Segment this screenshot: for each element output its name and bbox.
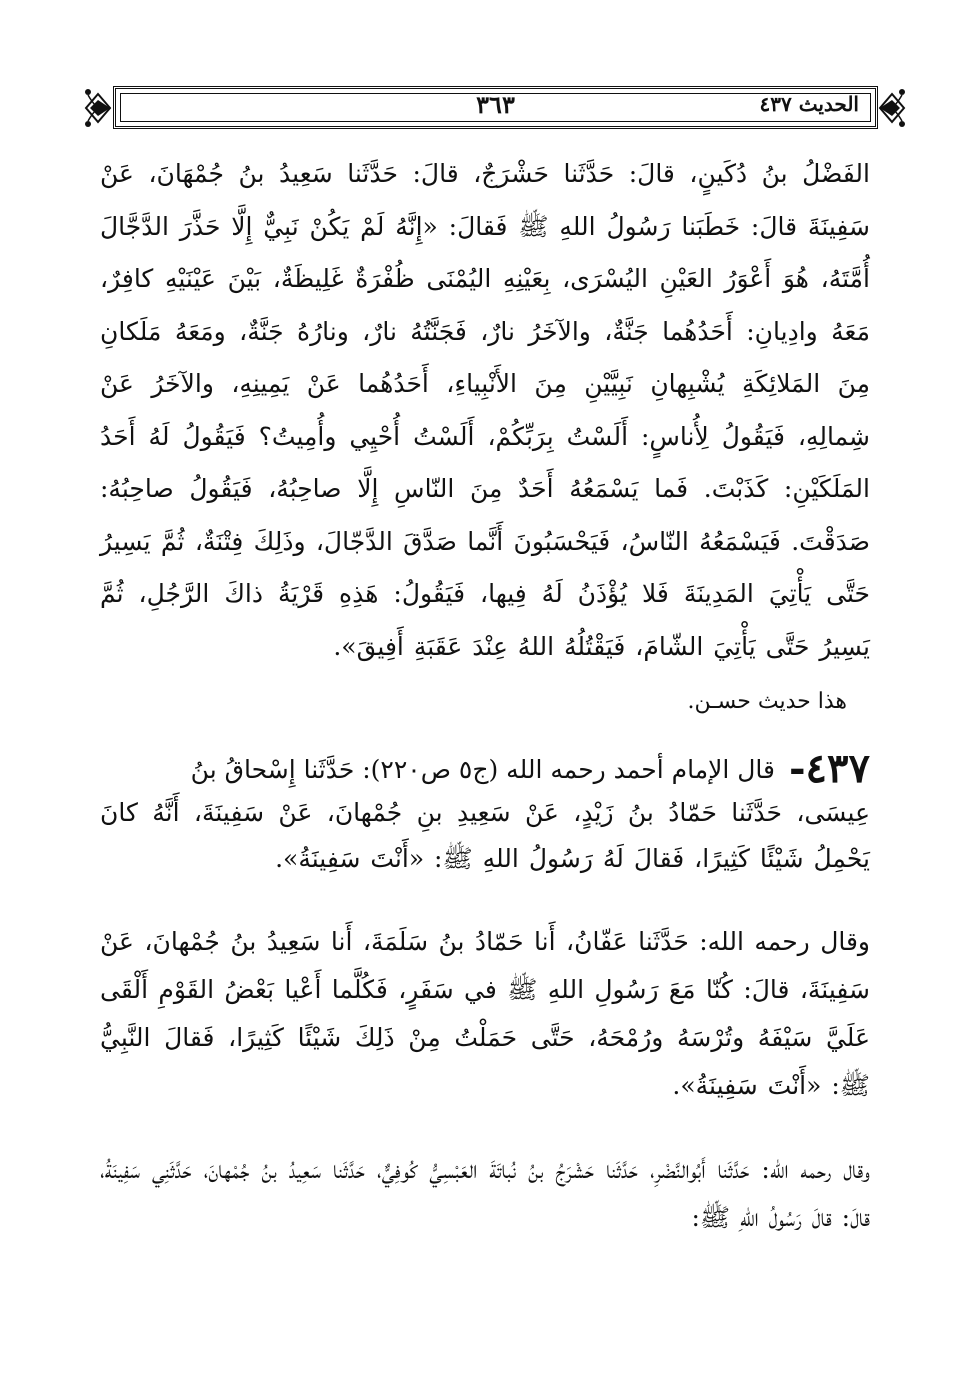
page-number: ٣٦٣	[476, 90, 515, 119]
paragraph-3: وقال رحمه الله: حَدَّثَنا عَفّانُ، أَنا حَمّادُ بنُ سَلَمَةَ، أَنا سَعِيدُ بنُ جُمْهانَ، عَنْ سَفِينَةَ، قالَ: كُنّا مَعَ رَسُولِ اللهِ ﷺ في سَفَرٍ، فَكُلَّما أَعْيا بَعْضُ القَوْمِ أَلْقَى عَلَيَّ سَيْفَهُ وتُرْسَهُ ورُمْحَهُ، حَتَّى حَمَلْتُ مِنْ ذَلِكَ شَيْئًا كَثِيرًا، فَقالَ النَّبِيُّ ﷺ: «أَنْتَ سَفِينَةُ».	[100, 927, 870, 1100]
hadith-intro: قال الإمام أحمد رحمه الله (ج٥ ص٢٢٠): حَدَّثَنا إِسْحاقُ بنُ	[190, 755, 775, 784]
page-header	[113, 86, 878, 129]
right-ornament-icon	[878, 84, 908, 132]
paragraph-4: وقال رحمه الله: حَدَّثَنا أَبُوالنَّضْرِ، حَدَّثَنا حَشْرَجُ بنُ نُباتَةَ العَبْسِيُّ كُوفِيٌّ، حَدَّثَنا سَعِيدُ بنُ جُمْهانَ، حَدَّثَنِي سَفِينَةُ، قالَ: قالَ رَسُولُ اللهِ ﷺ:	[100, 1155, 870, 1232]
hadith-number: ٤٣٧-	[788, 745, 870, 792]
left-ornament-icon	[82, 84, 112, 132]
hadith-body: عِيسَى، حَدَّثَنا حَمّادُ بنُ زَيْدٍ، عَنْ سَعِيدِ بنِ جُمْهانَ، عَنْ سَفِينَةَ، أَنَّهُ كانَ يَحْمِلُ شَيْئًا كَثِيرًا، فَقالَ لَهُ رَسُولُ اللهِ ﷺ: «أَنْتَ سَفِينَةُ».	[100, 798, 870, 873]
hadith-label: الحديث ٤٣٧	[759, 92, 859, 116]
hadith-grade: هذا حديث حسـن.	[687, 689, 847, 714]
hadith-heading	[100, 746, 870, 793]
paragraph-1: الفَضْلُ بنُ دُكَينٍ، قالَ: حَدَّثَنا حَشْرَجٌ، قالَ: حَدَّثَنا سَعِيدُ بنُ جُمْهَانَ، عَنْ سَفِينَةَ قالَ: خَطَبَنا رَسُولُ اللهِ ﷺ فَقالَ: «إِنَّهُ لَمْ يَكُنْ نَبِيٌّ إِلَّا حَذَّرَ الدَّجَّالَ أُمَّتَهُ، هُوَ أَعْوَرُ العَيْنِ اليُسْرَى، بِعَيْنِهِ اليُمْنَى ظُفْرَةٌ غَلِيظَةٌ، بَيْنَ عَيْنَيْهِ كافِرٌ، مَعَهُ وادِيانِ: أَحَدُهُما جَنَّةٌ، والآخَرُ نارٌ، فَجَنَّتُهُ نارٌ، ونارُهُ جَنَّةٌ، ومَعَهُ مَلَكانِ مِنَ المَلائِكَةِ يُشْبِهانِ نَبِيَّيْنِ مِنَ الأَنْبِياءِ، أَحَدُهُما عَنْ يَمِينِهِ، والآخَرُ عَنْ شِمالِهِ، فَيَقُولُ لِأُناسٍ: أَلَسْتُ بِرَبِّكُمْ، أَلَسْتُ أُحْيِي وأُمِيتُ؟ فَيَقُولُ لَهُ أَحَدُ المَلَكَيْنِ: كَذَبْتَ. فَما يَسْمَعُهُ أَحَدٌ مِنَ النّاسِ إِلَّا صاحِبُهُ، فَيَقُولُ صاحِبُهُ: صَدَقْتَ. فَيَسْمَعُهُ النّاسُ، فَيَحْسَبُونَ أَنَّما صَدَّقَ الدَّجّالَ، وذَلِكَ فِتْنَةٌ، ثُمَّ يَسِيرُ حَتَّى يَأْتِيَ المَدِينَةَ فَلا يُؤْذَنُ لَهُ فِيها، فَيَقُولُ: هَذِهِ قَرْيَةُ ذاكَ الرَّجُلِ، ثُمَّ يَسِيرُ حَتَّى يَأْتِيَ الشّامَ، فَيَقْتُلُهُ اللهُ عِنْدَ عَقَبَةِ أَفِيقَ».	[100, 159, 870, 661]
